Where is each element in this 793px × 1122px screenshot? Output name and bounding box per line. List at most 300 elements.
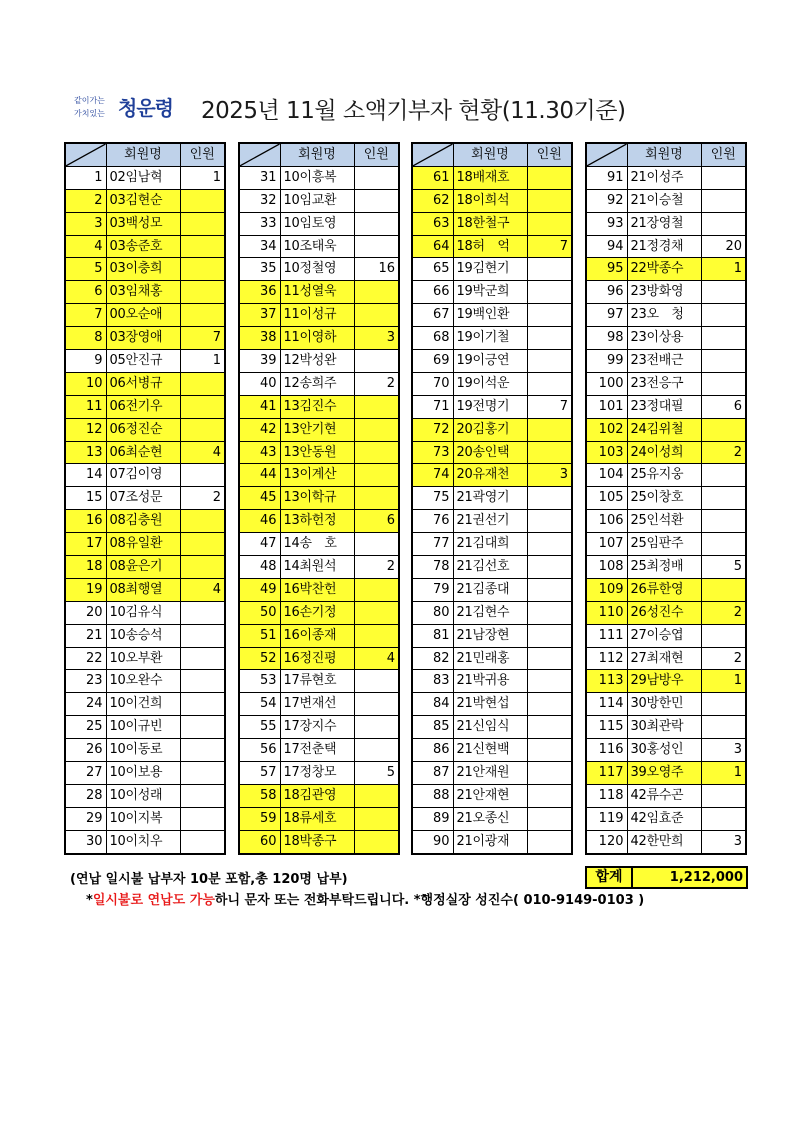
table-row bbox=[586, 762, 746, 785]
table-row bbox=[586, 212, 746, 235]
member-name: 17장지수 bbox=[280, 716, 354, 739]
row-number: 117 bbox=[586, 762, 627, 785]
member-name: 10이성래 bbox=[106, 784, 180, 807]
table-row bbox=[65, 166, 225, 189]
row-number: 99 bbox=[586, 350, 627, 373]
member-name: 30최관락 bbox=[627, 716, 701, 739]
table-row bbox=[586, 670, 746, 693]
member-name: 10오부환 bbox=[106, 647, 180, 670]
row-number: 45 bbox=[239, 487, 280, 510]
table-row bbox=[586, 304, 746, 327]
member-name: 03송준호 bbox=[106, 235, 180, 258]
member-count bbox=[180, 258, 225, 281]
table-row bbox=[239, 578, 399, 601]
table-row bbox=[586, 533, 746, 556]
row-number: 104 bbox=[586, 464, 627, 487]
member-count: 5 bbox=[701, 556, 746, 579]
corner-diagonal-cell bbox=[586, 143, 627, 166]
table-row bbox=[586, 441, 746, 464]
table-row bbox=[65, 762, 225, 785]
member-count bbox=[701, 784, 746, 807]
table-row bbox=[586, 166, 746, 189]
table-row bbox=[586, 624, 746, 647]
member-name: 17정창모 bbox=[280, 762, 354, 785]
row-number: 47 bbox=[239, 533, 280, 556]
row-number: 106 bbox=[586, 510, 627, 533]
member-count bbox=[527, 739, 572, 762]
member-count bbox=[180, 464, 225, 487]
member-count bbox=[180, 784, 225, 807]
table-row bbox=[239, 304, 399, 327]
row-number: 112 bbox=[586, 647, 627, 670]
member-count bbox=[701, 212, 746, 235]
member-count bbox=[180, 647, 225, 670]
member-count bbox=[180, 556, 225, 579]
row-number: 44 bbox=[239, 464, 280, 487]
member-count bbox=[527, 487, 572, 510]
column-header-count: 인원 bbox=[354, 143, 399, 166]
table-row bbox=[239, 464, 399, 487]
member-count bbox=[527, 189, 572, 212]
member-name: 30홍성인 bbox=[627, 739, 701, 762]
row-number: 3 bbox=[65, 212, 106, 235]
table-row bbox=[65, 807, 225, 830]
notice-line bbox=[86, 889, 644, 908]
row-number: 61 bbox=[412, 166, 453, 189]
member-count bbox=[180, 212, 225, 235]
member-count bbox=[180, 372, 225, 395]
member-count bbox=[354, 350, 399, 373]
table-row bbox=[239, 670, 399, 693]
table-row bbox=[239, 212, 399, 235]
member-count bbox=[701, 304, 746, 327]
member-count: 2 bbox=[354, 556, 399, 579]
table-row bbox=[239, 601, 399, 624]
member-name: 25이창호 bbox=[627, 487, 701, 510]
donor-table-3 bbox=[411, 142, 573, 855]
member-count bbox=[701, 533, 746, 556]
member-count bbox=[354, 487, 399, 510]
row-number: 6 bbox=[65, 281, 106, 304]
member-name: 10이건희 bbox=[106, 693, 180, 716]
member-count bbox=[527, 510, 572, 533]
table-row bbox=[65, 441, 225, 464]
member-name: 21장영철 bbox=[627, 212, 701, 235]
member-name: 21이광재 bbox=[453, 830, 527, 853]
table-row bbox=[239, 395, 399, 418]
table-row bbox=[239, 258, 399, 281]
member-count bbox=[354, 212, 399, 235]
row-number: 73 bbox=[412, 441, 453, 464]
table-row bbox=[65, 601, 225, 624]
column-header-count: 인원 bbox=[701, 143, 746, 166]
row-number: 31 bbox=[239, 166, 280, 189]
member-name: 10정철영 bbox=[280, 258, 354, 281]
member-name: 06최순현 bbox=[106, 441, 180, 464]
member-name: 21오종신 bbox=[453, 807, 527, 830]
table-row bbox=[239, 762, 399, 785]
row-number: 58 bbox=[239, 784, 280, 807]
table-row bbox=[412, 830, 572, 853]
table-row bbox=[412, 189, 572, 212]
row-number: 13 bbox=[65, 441, 106, 464]
table-row bbox=[65, 281, 225, 304]
member-count bbox=[527, 578, 572, 601]
member-name: 07김이영 bbox=[106, 464, 180, 487]
row-number: 23 bbox=[65, 670, 106, 693]
member-name: 21김종대 bbox=[453, 578, 527, 601]
table-row bbox=[586, 350, 746, 373]
row-number: 2 bbox=[65, 189, 106, 212]
member-count: 4 bbox=[180, 578, 225, 601]
row-number: 37 bbox=[239, 304, 280, 327]
member-name: 21김현수 bbox=[453, 601, 527, 624]
member-name: 18이희석 bbox=[453, 189, 527, 212]
member-count: 16 bbox=[354, 258, 399, 281]
member-count bbox=[701, 464, 746, 487]
member-name: 23정대필 bbox=[627, 395, 701, 418]
member-name: 08김충원 bbox=[106, 510, 180, 533]
row-number: 51 bbox=[239, 624, 280, 647]
member-name: 10송승석 bbox=[106, 624, 180, 647]
table-row bbox=[412, 556, 572, 579]
row-number: 93 bbox=[586, 212, 627, 235]
member-name: 06정진순 bbox=[106, 418, 180, 441]
member-count bbox=[527, 601, 572, 624]
table-row bbox=[412, 487, 572, 510]
table-row bbox=[65, 533, 225, 556]
table-row bbox=[65, 830, 225, 853]
member-name: 17변재선 bbox=[280, 693, 354, 716]
row-number: 38 bbox=[239, 327, 280, 350]
member-name: 25최정배 bbox=[627, 556, 701, 579]
member-count bbox=[701, 418, 746, 441]
row-number: 29 bbox=[65, 807, 106, 830]
table-row bbox=[239, 235, 399, 258]
member-count bbox=[180, 807, 225, 830]
row-number: 21 bbox=[65, 624, 106, 647]
member-name: 17류현호 bbox=[280, 670, 354, 693]
table-row bbox=[586, 487, 746, 510]
total-label: 합계 bbox=[587, 868, 633, 887]
member-count bbox=[701, 281, 746, 304]
member-count bbox=[180, 281, 225, 304]
member-count: 7 bbox=[180, 327, 225, 350]
table-row bbox=[586, 372, 746, 395]
row-number: 16 bbox=[65, 510, 106, 533]
table-row bbox=[65, 693, 225, 716]
table-header-row bbox=[239, 143, 399, 166]
table-row bbox=[412, 784, 572, 807]
table-row bbox=[586, 830, 746, 853]
member-count bbox=[701, 578, 746, 601]
member-name: 21안재현 bbox=[453, 784, 527, 807]
table-row bbox=[65, 258, 225, 281]
row-number: 7 bbox=[65, 304, 106, 327]
table-row bbox=[65, 304, 225, 327]
table-row bbox=[412, 739, 572, 762]
row-number: 110 bbox=[586, 601, 627, 624]
row-number: 119 bbox=[586, 807, 627, 830]
table-row bbox=[239, 281, 399, 304]
row-number: 113 bbox=[586, 670, 627, 693]
row-number: 15 bbox=[65, 487, 106, 510]
member-count bbox=[701, 487, 746, 510]
table-row bbox=[412, 716, 572, 739]
member-name: 23전배근 bbox=[627, 350, 701, 373]
member-count bbox=[527, 716, 572, 739]
table-row bbox=[412, 601, 572, 624]
row-number: 101 bbox=[586, 395, 627, 418]
row-number: 11 bbox=[65, 395, 106, 418]
donor-table-4 bbox=[585, 142, 747, 855]
row-number: 109 bbox=[586, 578, 627, 601]
row-number: 76 bbox=[412, 510, 453, 533]
member-name: 21김선호 bbox=[453, 556, 527, 579]
member-name: 42한만희 bbox=[627, 830, 701, 853]
member-name: 03이충희 bbox=[106, 258, 180, 281]
table-row bbox=[586, 189, 746, 212]
table-row bbox=[239, 441, 399, 464]
row-number: 78 bbox=[412, 556, 453, 579]
member-name: 08최행열 bbox=[106, 578, 180, 601]
table-row bbox=[239, 327, 399, 350]
row-number: 86 bbox=[412, 739, 453, 762]
row-number: 64 bbox=[412, 235, 453, 258]
table-row bbox=[65, 487, 225, 510]
row-number: 43 bbox=[239, 441, 280, 464]
member-count bbox=[354, 739, 399, 762]
table-row bbox=[412, 235, 572, 258]
member-count bbox=[180, 510, 225, 533]
row-number: 69 bbox=[412, 350, 453, 373]
diagonal-line-icon bbox=[240, 144, 280, 166]
member-name: 21이성주 bbox=[627, 166, 701, 189]
row-number: 28 bbox=[65, 784, 106, 807]
row-number: 34 bbox=[239, 235, 280, 258]
row-number: 12 bbox=[65, 418, 106, 441]
table-row bbox=[65, 418, 225, 441]
row-number: 74 bbox=[412, 464, 453, 487]
member-count bbox=[527, 304, 572, 327]
corner-diagonal-cell bbox=[412, 143, 453, 166]
page-title: 2025년 11월 소액기부자 현황(11.30기준) bbox=[201, 98, 626, 124]
row-number: 53 bbox=[239, 670, 280, 693]
row-number: 41 bbox=[239, 395, 280, 418]
row-number: 66 bbox=[412, 281, 453, 304]
member-count bbox=[527, 784, 572, 807]
member-name: 30방한민 bbox=[627, 693, 701, 716]
page-header bbox=[74, 88, 754, 132]
row-number: 90 bbox=[412, 830, 453, 853]
member-name: 13안동원 bbox=[280, 441, 354, 464]
table-row bbox=[412, 807, 572, 830]
table-row bbox=[239, 624, 399, 647]
table-row bbox=[586, 578, 746, 601]
row-number: 39 bbox=[239, 350, 280, 373]
member-name: 21안재원 bbox=[453, 762, 527, 785]
table-row bbox=[239, 510, 399, 533]
member-count: 6 bbox=[354, 510, 399, 533]
member-count: 1 bbox=[180, 350, 225, 373]
row-number: 19 bbox=[65, 578, 106, 601]
member-name: 21민래홍 bbox=[453, 647, 527, 670]
table-row bbox=[412, 533, 572, 556]
table-row bbox=[412, 693, 572, 716]
member-name: 10오완수 bbox=[106, 670, 180, 693]
member-count bbox=[354, 464, 399, 487]
member-count: 3 bbox=[701, 739, 746, 762]
member-count bbox=[701, 624, 746, 647]
member-count bbox=[180, 624, 225, 647]
total-box bbox=[585, 866, 748, 889]
table-row bbox=[65, 739, 225, 762]
table-row bbox=[65, 189, 225, 212]
row-number: 72 bbox=[412, 418, 453, 441]
member-count bbox=[701, 716, 746, 739]
member-name: 03장영애 bbox=[106, 327, 180, 350]
row-number: 9 bbox=[65, 350, 106, 373]
notice-rest: 하니 문자 또는 전화부탁드립니다. *행정실장 성진수( 010-9149-0103 ) bbox=[214, 893, 645, 908]
row-number: 84 bbox=[412, 693, 453, 716]
logo-tagline-1: 같이가는 bbox=[74, 96, 105, 105]
diagonal-line-icon bbox=[413, 144, 453, 166]
row-number: 48 bbox=[239, 556, 280, 579]
row-number: 5 bbox=[65, 258, 106, 281]
row-number: 67 bbox=[412, 304, 453, 327]
member-count bbox=[527, 807, 572, 830]
member-name: 23방화영 bbox=[627, 281, 701, 304]
total-value: 1,212,000 bbox=[669, 870, 743, 885]
row-number: 107 bbox=[586, 533, 627, 556]
member-count: 2 bbox=[354, 372, 399, 395]
row-number: 57 bbox=[239, 762, 280, 785]
table-row bbox=[586, 235, 746, 258]
row-number: 97 bbox=[586, 304, 627, 327]
member-count bbox=[354, 533, 399, 556]
member-name: 10이치우 bbox=[106, 830, 180, 853]
row-number: 68 bbox=[412, 327, 453, 350]
row-number: 95 bbox=[586, 258, 627, 281]
member-name: 25인석환 bbox=[627, 510, 701, 533]
table-row bbox=[412, 624, 572, 647]
member-count bbox=[180, 189, 225, 212]
row-number: 10 bbox=[65, 372, 106, 395]
member-name: 02임남혁 bbox=[106, 166, 180, 189]
table-row bbox=[412, 441, 572, 464]
member-count bbox=[180, 762, 225, 785]
table-row bbox=[65, 212, 225, 235]
row-number: 46 bbox=[239, 510, 280, 533]
table-row bbox=[65, 350, 225, 373]
member-count: 4 bbox=[180, 441, 225, 464]
table-row bbox=[65, 578, 225, 601]
table-header-row bbox=[65, 143, 225, 166]
member-name: 07조성문 bbox=[106, 487, 180, 510]
member-count: 2 bbox=[701, 441, 746, 464]
row-number: 111 bbox=[586, 624, 627, 647]
member-name: 16박찬헌 bbox=[280, 578, 354, 601]
table-row bbox=[65, 716, 225, 739]
member-name: 18배재호 bbox=[453, 166, 527, 189]
row-number: 40 bbox=[239, 372, 280, 395]
member-name: 13김진수 bbox=[280, 395, 354, 418]
table-row bbox=[412, 647, 572, 670]
member-count bbox=[527, 350, 572, 373]
member-name: 21김대희 bbox=[453, 533, 527, 556]
table-row bbox=[586, 258, 746, 281]
table-row bbox=[412, 166, 572, 189]
row-number: 80 bbox=[412, 601, 453, 624]
member-name: 20김홍기 bbox=[453, 418, 527, 441]
member-name: 17전춘택 bbox=[280, 739, 354, 762]
table-row bbox=[65, 464, 225, 487]
row-number: 83 bbox=[412, 670, 453, 693]
member-count bbox=[527, 830, 572, 853]
row-number: 18 bbox=[65, 556, 106, 579]
table-row bbox=[65, 556, 225, 579]
row-number: 32 bbox=[239, 189, 280, 212]
row-number: 14 bbox=[65, 464, 106, 487]
row-number: 96 bbox=[586, 281, 627, 304]
row-number: 77 bbox=[412, 533, 453, 556]
table-row bbox=[586, 464, 746, 487]
member-name: 39오영주 bbox=[627, 762, 701, 785]
member-name: 25임판주 bbox=[627, 533, 701, 556]
table-row bbox=[239, 784, 399, 807]
row-number: 49 bbox=[239, 578, 280, 601]
row-number: 35 bbox=[239, 258, 280, 281]
member-name: 05안진규 bbox=[106, 350, 180, 373]
logo-brand: 청운령 bbox=[118, 96, 173, 120]
row-number: 88 bbox=[412, 784, 453, 807]
corner-diagonal-cell bbox=[65, 143, 106, 166]
diagonal-line-icon bbox=[66, 144, 106, 166]
row-number: 20 bbox=[65, 601, 106, 624]
member-name: 11이영하 bbox=[280, 327, 354, 350]
member-name: 19이긍연 bbox=[453, 350, 527, 373]
table-row bbox=[65, 510, 225, 533]
table-row bbox=[412, 578, 572, 601]
member-name: 23이상용 bbox=[627, 327, 701, 350]
table-row bbox=[412, 281, 572, 304]
member-name: 21박현섭 bbox=[453, 693, 527, 716]
member-name: 06전기우 bbox=[106, 395, 180, 418]
table-row bbox=[239, 418, 399, 441]
member-count bbox=[701, 166, 746, 189]
row-number: 116 bbox=[586, 739, 627, 762]
member-count bbox=[527, 418, 572, 441]
table-row bbox=[586, 739, 746, 762]
member-count bbox=[527, 762, 572, 785]
member-name: 23오 청 bbox=[627, 304, 701, 327]
column-header-name: 회원명 bbox=[627, 143, 701, 166]
member-count bbox=[354, 189, 399, 212]
member-name: 10이규빈 bbox=[106, 716, 180, 739]
member-name: 42류수곤 bbox=[627, 784, 701, 807]
table-row bbox=[586, 716, 746, 739]
member-name: 10이흥복 bbox=[280, 166, 354, 189]
member-count bbox=[354, 784, 399, 807]
row-number: 115 bbox=[586, 716, 627, 739]
member-count bbox=[180, 830, 225, 853]
member-count: 2 bbox=[701, 647, 746, 670]
member-name: 23전응구 bbox=[627, 372, 701, 395]
member-count bbox=[354, 441, 399, 464]
member-count bbox=[527, 647, 572, 670]
table-row bbox=[586, 807, 746, 830]
table-row bbox=[586, 281, 746, 304]
